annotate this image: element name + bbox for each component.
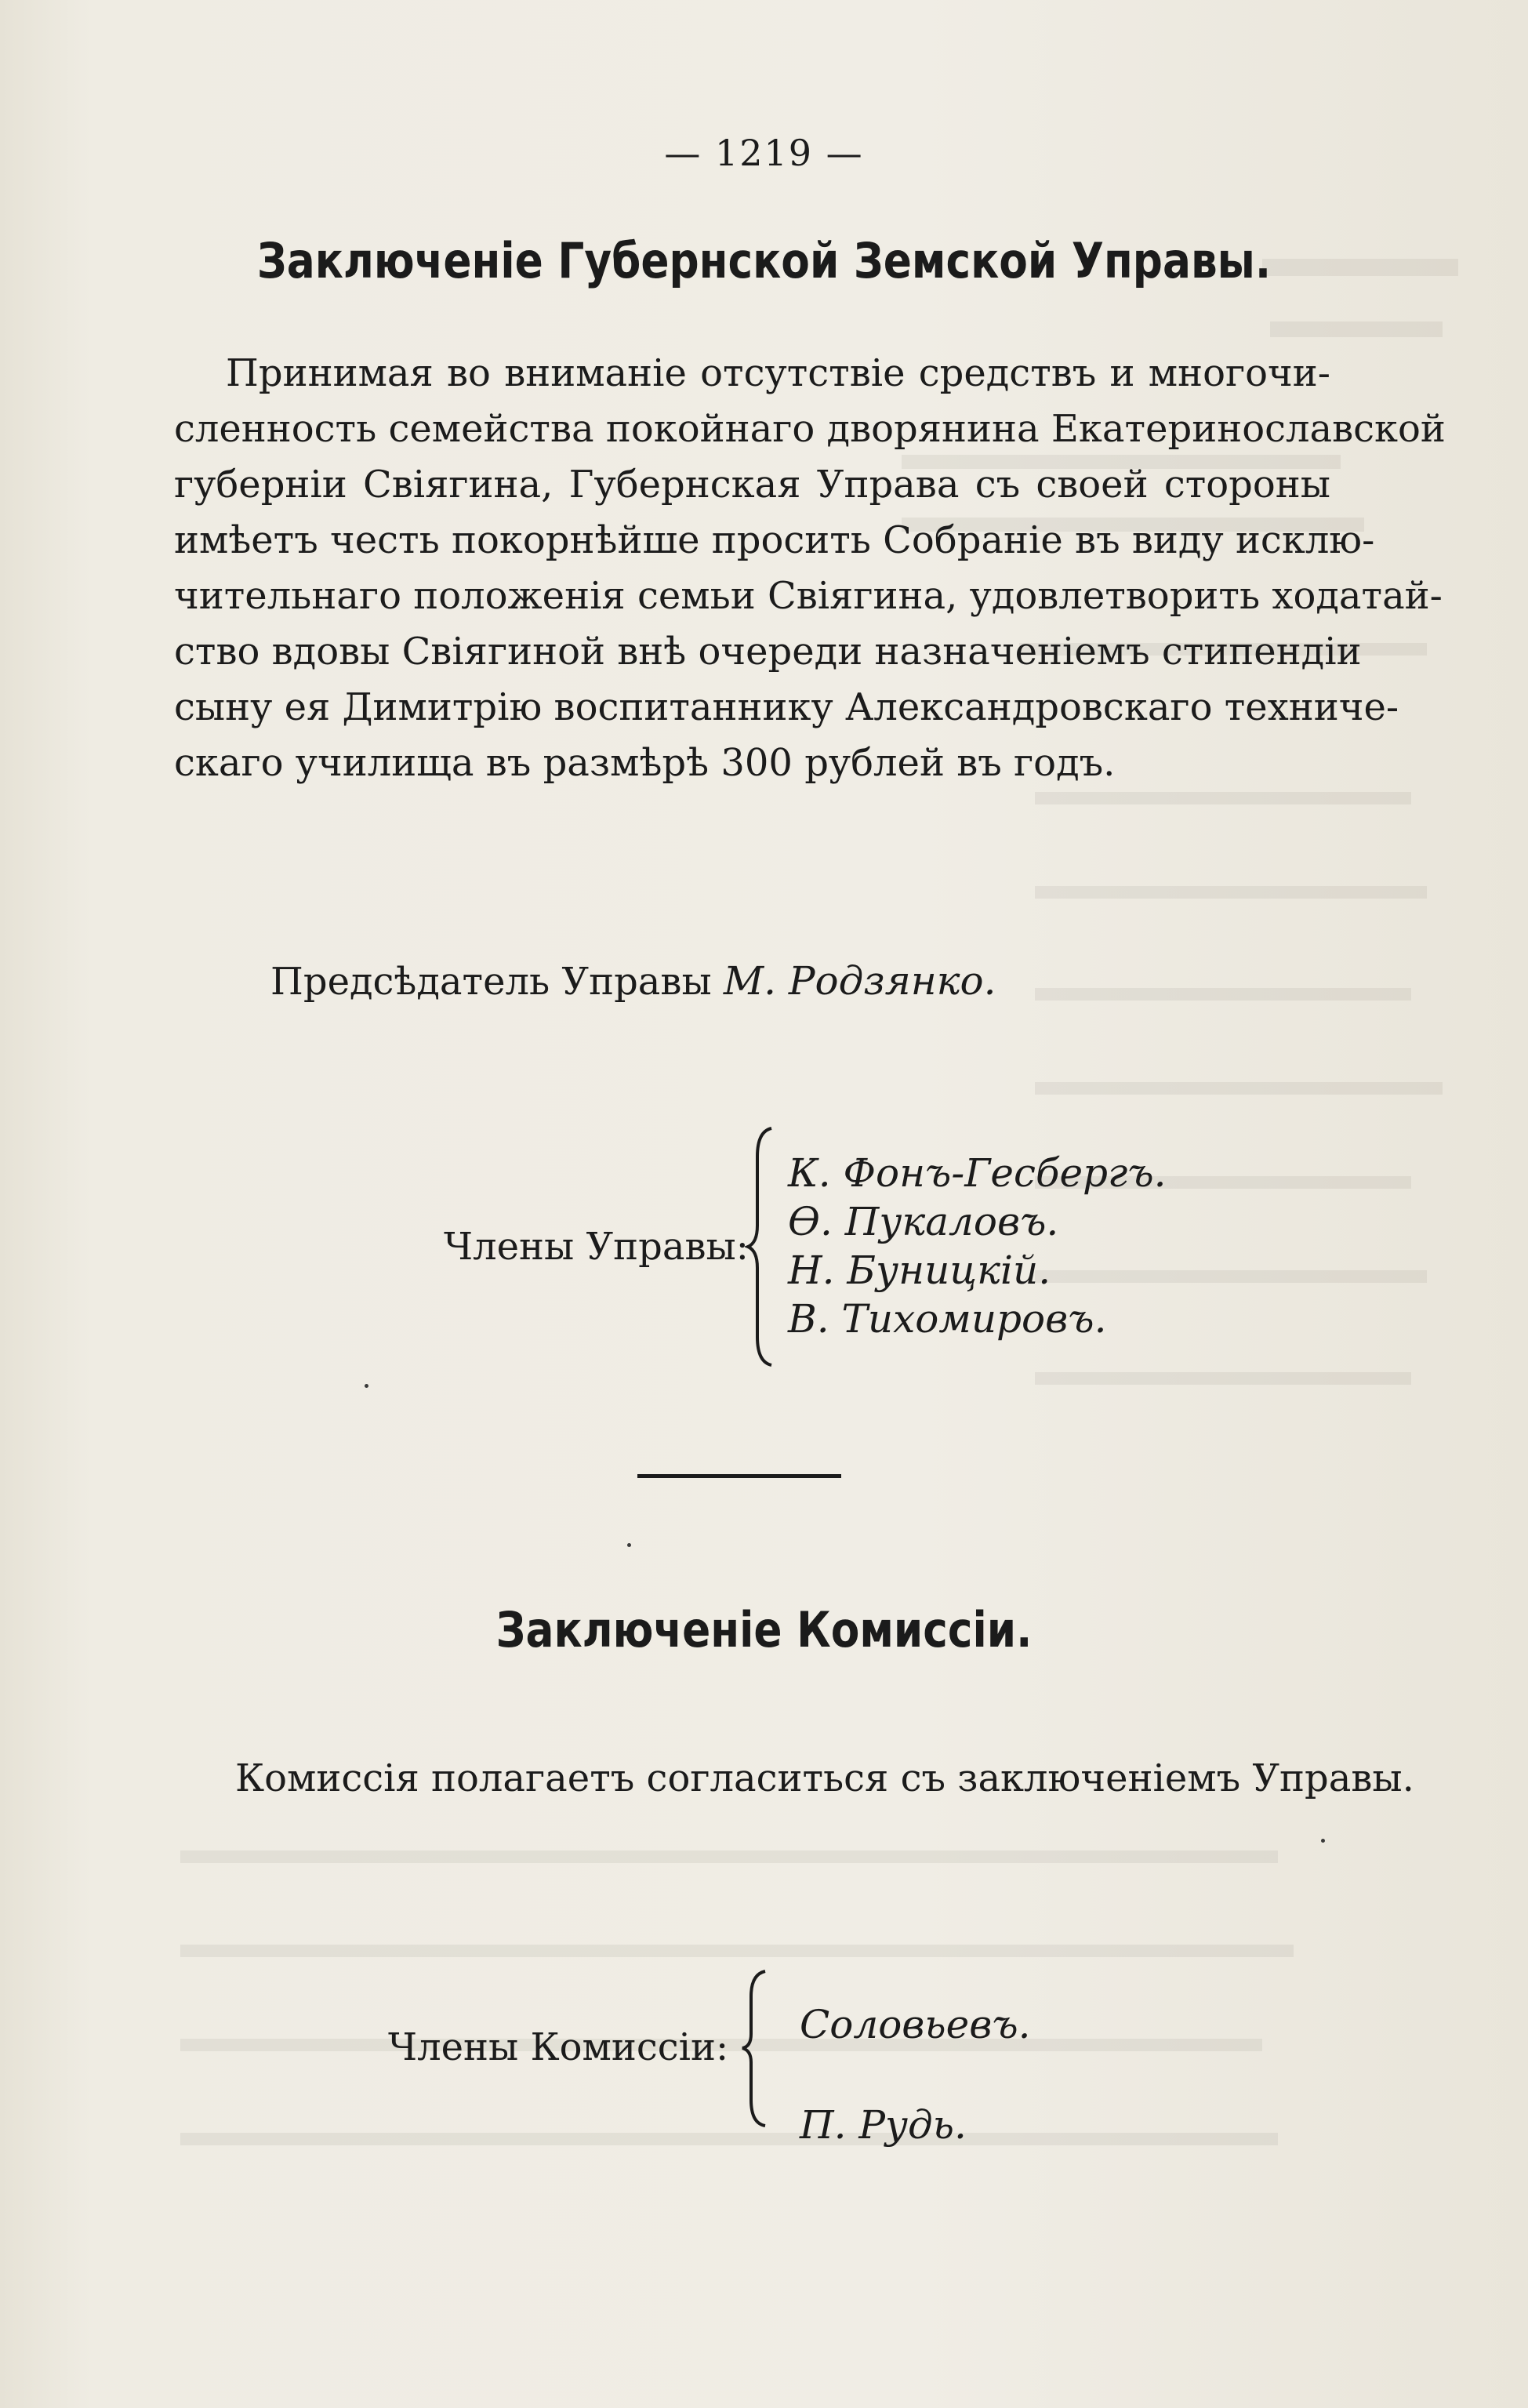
commission-members-label: Члены Комиссiи: <box>388 2025 729 2069</box>
uprava-conclusion-paragraph <box>174 346 1446 791</box>
uprava-members-list <box>788 1149 1167 1343</box>
commission-member: Соловьевъ. <box>800 2002 1031 2047</box>
section-divider <box>637 1474 841 1478</box>
paragraph-line: сыну ея Димитрiю воспитаннику Александровскаго техниче- <box>174 685 1399 729</box>
uprava-member: Ѳ. Пукаловъ. <box>788 1199 1059 1244</box>
uprava-members-label: Члены Управы: <box>444 1225 749 1269</box>
chairman-signature-line <box>270 958 996 1004</box>
commission-member: П. Рудь. <box>800 2102 967 2148</box>
commission-members-list <box>800 1974 1031 2175</box>
chairman-name: М. Родзянко. <box>723 958 996 1004</box>
commission-members-brace <box>740 1968 771 2129</box>
chairman-label: Предсѣдатель Управы <box>270 960 712 1004</box>
paragraph-line: Принимая во вниманiе отсутствiе средствъ и многочи- <box>226 351 1330 395</box>
print-speck <box>1321 1839 1325 1843</box>
uprava-members-brace <box>745 1125 779 1368</box>
commission-conclusion-heading: Заключенiе Комиссiи. <box>495 1601 1033 1658</box>
uprava-member: В. Тихомировъ. <box>788 1296 1107 1342</box>
paragraph-line: ство вдовы Свiягиной внѣ очереди назначенiемъ стипендiи <box>174 630 1362 674</box>
paragraph-line: сленность семейства покойнаго дворянина Екатеринославской <box>174 407 1446 451</box>
paragraph-line: скаго училища въ размѣрѣ 300 рублей въ годъ. <box>174 741 1116 785</box>
uprava-member: Н. Буницкiй. <box>788 1248 1051 1293</box>
paragraph-line: имѣетъ честь покорнѣйше просить Собранiе въ виду исклю- <box>174 518 1375 562</box>
uprava-member: К. Фонъ-Гесбергъ. <box>788 1150 1167 1196</box>
paragraph-line: губернiи Свiягина, Губернская Управа съ своей стороны <box>174 463 1330 507</box>
uprava-conclusion-heading: Заключенiе Губернской Земской Управы. <box>256 232 1272 289</box>
paragraph-line: чительнаго положенiя семьи Свiягина, удовлетворить ходатай- <box>174 574 1443 618</box>
print-speck <box>627 1543 631 1547</box>
print-speck <box>365 1384 368 1388</box>
page-number: — 1219 — <box>664 132 864 174</box>
commission-conclusion-text: Комиссiя полагаетъ согласиться съ заключенiемъ Управы. <box>235 1756 1414 1800</box>
